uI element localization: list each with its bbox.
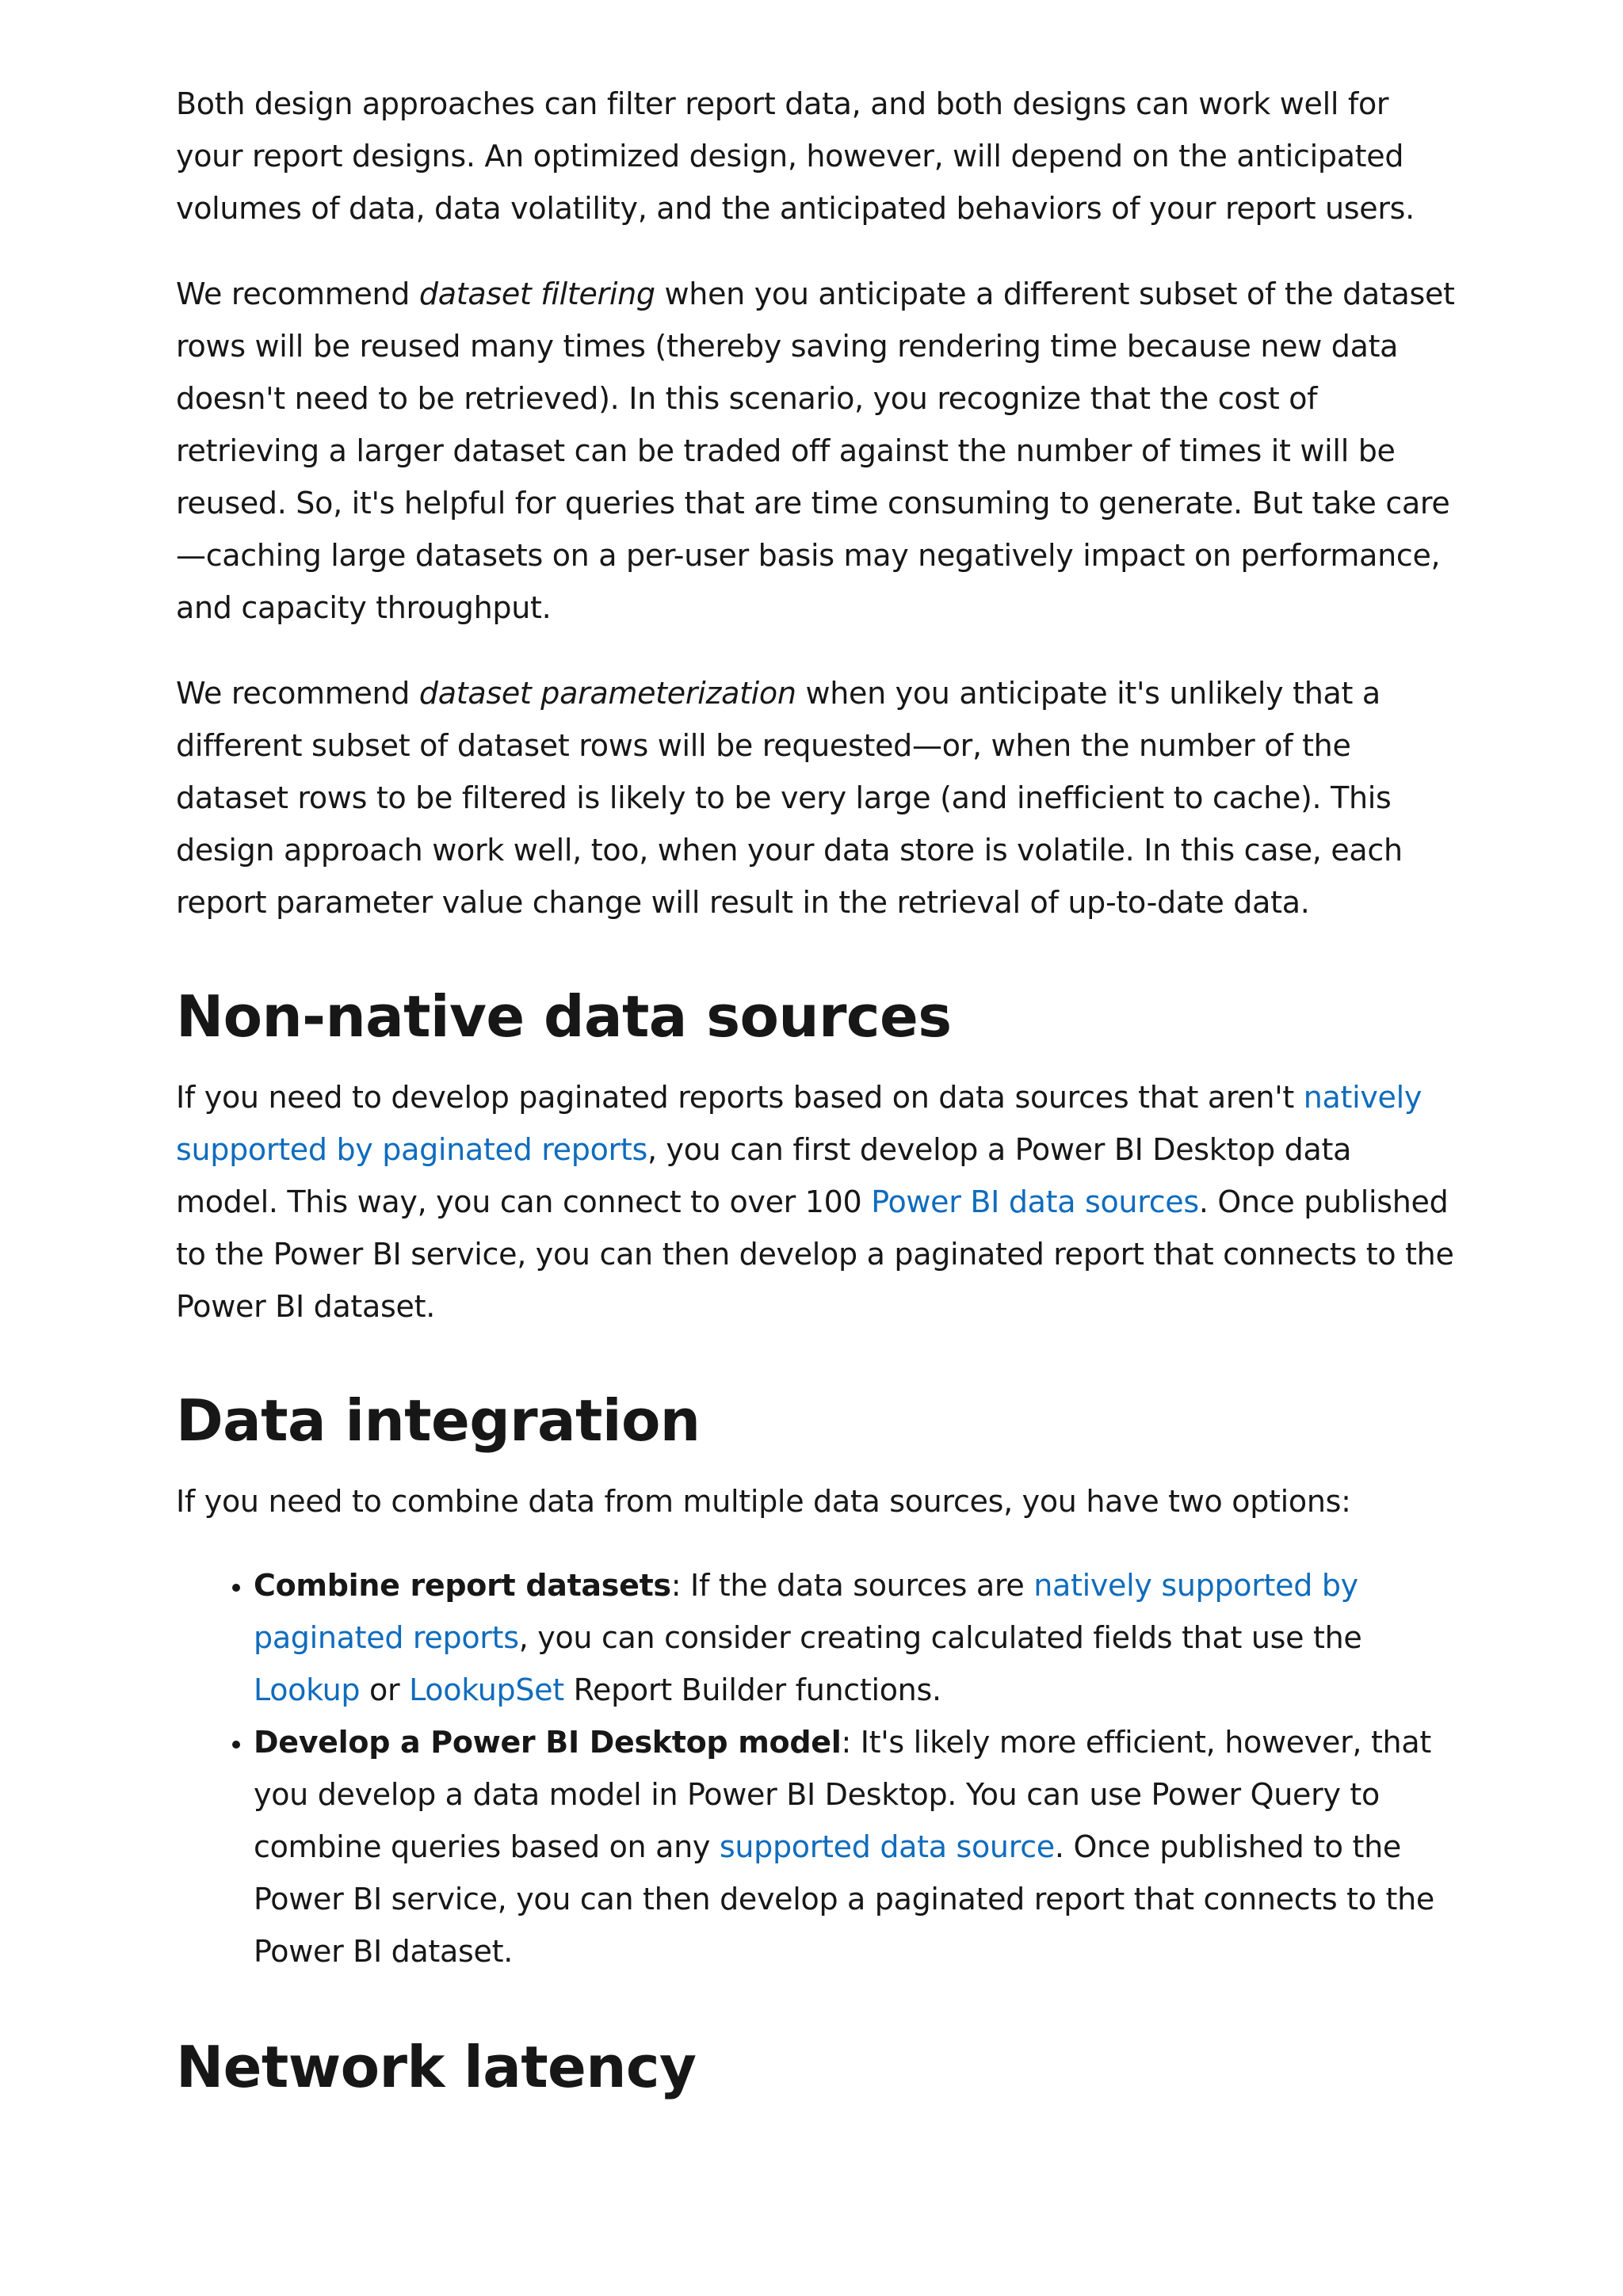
link-supported-data-source[interactable]: supported data source	[719, 1829, 1055, 1864]
paragraph-dataset-filtering	[176, 268, 1460, 634]
article-content	[176, 78, 1460, 2103]
paragraph-text: . Once published to the Power BI service, you can then develop a paginated report that connects to the Power BI dataset.	[176, 1184, 1454, 1324]
link-lookupset[interactable]: LookupSet	[409, 1672, 564, 1707]
paragraph-text: If you need to combine data from multiple data sources, you have two options:	[176, 1484, 1351, 1519]
list-item-text: Report Builder functions.	[563, 1672, 941, 1707]
list-item-combine-report-datasets	[254, 1559, 1460, 1716]
heading-network-latency: Network latency	[176, 2034, 697, 2100]
emphasis-dataset-filtering: dataset filtering	[418, 277, 655, 311]
link-lookup[interactable]: Lookup	[254, 1672, 361, 1707]
link-natively-supported[interactable]: natively supported by paginated reports	[254, 1568, 1358, 1655]
paragraph-text: We recommend	[176, 676, 419, 711]
list-item-text: : It's likely more efficient, however, that you develop a data model in Power BI Desktop. You can use Power Query to combine queries based on any	[254, 1725, 1431, 1864]
paragraph-dataset-parameterization	[176, 667, 1460, 929]
paragraph-text: Both design approaches can filter report data, and both designs can work well for your report designs. An optimized design, however, will depend on the anticipated volumes of data, data volatility, and the anticipated behaviors of your report users.	[176, 86, 1415, 226]
paragraph-text: when you anticipate it's unlikely that a different subset of dataset rows will be requested—or, when the number of the dataset rows to be filtered is likely to be very large (and inefficient to cache). This design approach work well, too, when your data store is volatile. In this case, each report parameter value change will result in the retrieval of up-to-date data.	[176, 676, 1403, 920]
heading-data-integration: Data integration	[176, 1387, 701, 1454]
paragraph-data-integration-intro	[176, 1475, 1460, 1527]
term-develop-power-bi-desktop-model: Develop a Power BI Desktop model	[254, 1725, 842, 1760]
paragraph-non-native	[176, 1071, 1460, 1333]
list-item-text: or	[360, 1672, 410, 1707]
integration-options-list	[176, 1559, 1460, 1978]
term-combine-report-datasets: Combine report datasets	[254, 1568, 671, 1603]
list-item-text: . Once published to the Power BI service, you can then develop a paginated report that connects to the Power BI dataset.	[254, 1829, 1434, 1969]
emphasis-dataset-parameterization: dataset parameterization	[418, 676, 796, 711]
link-natively-supported[interactable]: natively supported by paginated reports	[176, 1080, 1423, 1167]
heading-non-native-data-sources: Non-native data sources	[176, 983, 952, 1050]
paragraph-text: We recommend	[176, 277, 419, 311]
link-power-bi-data-sources[interactable]: Power BI data sources	[871, 1184, 1199, 1219]
paragraph-text: If you need to develop paginated reports based on data sources that aren't	[176, 1080, 1304, 1115]
paragraph-text: , you can first develop a Power BI Desktop data model. This way, you can connect to over 100	[176, 1132, 1352, 1219]
list-item-text: : If the data sources are	[670, 1568, 1034, 1603]
list-item-text: , you can consider creating calculated fields that use the	[518, 1620, 1362, 1655]
paragraph-text: when you anticipate a different subset of the dataset rows will be reused many times (thereby saving rendering time because new data doesn't need to be retrieved). In this scenario, you recognize that the cost of retrieving a larger dataset can be traded off against the number of times it will be reused. So, it's helpful for queries that are time consuming to generate. But take care—caching large datasets on a per-user basis may negatively impact on performance, and capacity throughput.	[176, 277, 1455, 625]
paragraph-design-approaches	[176, 78, 1460, 235]
list-item-develop-power-bi-desktop-model	[254, 1716, 1460, 1978]
